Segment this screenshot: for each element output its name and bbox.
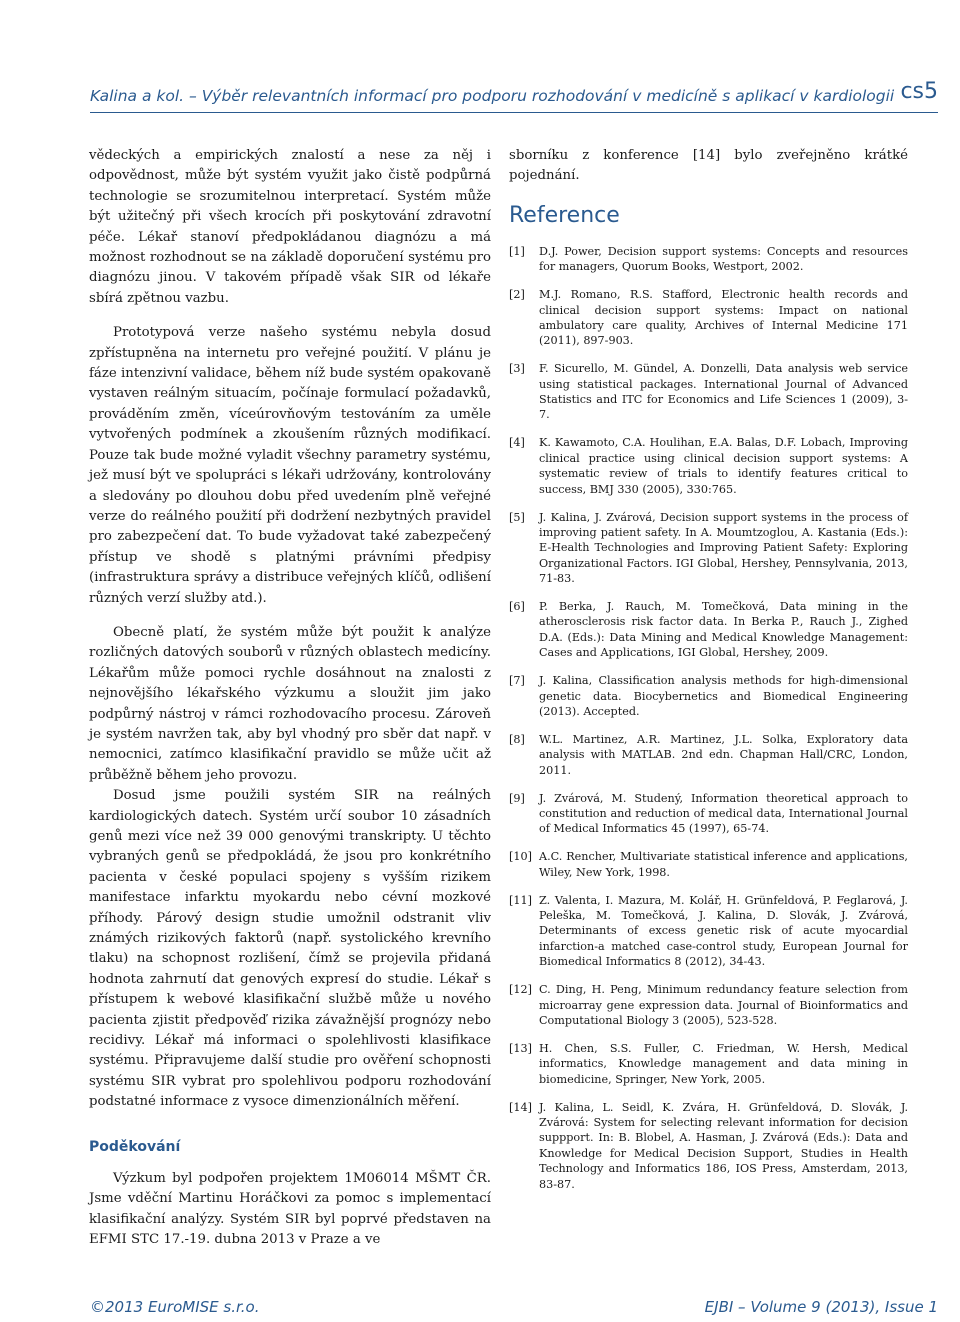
reference-number: [1] bbox=[509, 244, 525, 258]
reference-text: K. Kawamoto, C.A. Houlihan, E.A. Balas, D.F. Lobach, Improving clinical practice using clinical decision support systems: A systematic review of trials to identify features critical to success, BMJ 330 (2005), 330:765. bbox=[539, 436, 908, 496]
body-paragraph: vědeckých a empirických znalostí a nese za něj i odpovědnost, může být systém využit jako čistě podpůrná technologie se srozumitelnou interpretací. Systém může být užitečný při všech krocích při poskytování zdravotní péče. Lékař stanoví předpokládanou diagnózu a má možnost rozhodnout se na základě doporučení systému pro diagnózu jinou. V takovém případě však SIR od lékaře sbírá zpětnou vazbu. bbox=[89, 148, 491, 306]
footer-copyright: ©2013 EuroMISE s.r.o. bbox=[90, 1298, 260, 1316]
reference-number: [7] bbox=[509, 674, 525, 688]
reference-number: [6] bbox=[509, 600, 525, 614]
reference-number: [8] bbox=[509, 732, 525, 746]
reference-number: [12] bbox=[509, 983, 532, 997]
reference-item bbox=[509, 361, 908, 423]
reference-text: J. Kalina, J. Zvárová, Decision support systems in the process of improving patient safety. In A. Moumtzoglou, A. Kastania (Eds.): E-Health Technologies and Improving Patient Safety: Exploring Organizational Factors. IGI Global, Hershey, Pennsylvania, 2013, 71-83. bbox=[539, 510, 908, 586]
reference-text: P. Berka, J. Rauch, M. Tomečková, Data mining in the atherosclerosis risk factor data. In Berka P., Rauch J., Zighed D.A. (Eds.): Data Mining and Medical Knowledge Management: Cases and Applications, IGI Global, Hershey, 2009. bbox=[539, 600, 908, 660]
body-paragraph: Prototypová verze našeho systému nebyla dosud zpřístupněna na internetu pro veřejné použití. V plánu je fáze intenzivní validace, během níž bude systém opakovaně vystaven reálným situacím, počínaje formulací požadavků, prováděním změn, víceúrovňovým testováním za uměle vytvořených podmínek a zkoušením různých modifikací. Pouze tak bude možné vyladit všechny parametry systému, jež musí být ve spolupráci s lékaři udržovány, kontrolovány a sledovány po dlouhou dobu před uvedením plně veřejné verze do reálného použití při dodržení nezbytných pravidel pro zabezpečení dat. To bude vyžadovat také zabezpečený přístup ve shodě s platnými právními předpisy (infrastruktura správy a distribuce veřejných klíčů, odlišení různých verzí služby atd.). bbox=[89, 325, 491, 606]
reference-text: D.J. Power, Decision support systems: Concepts and resources for managers, Quorum Books, Westport, 2002. bbox=[539, 244, 908, 274]
reference-text: Z. Valenta, I. Mazura, M. Kolář, H. Grünfeldová, P. Feglarová, J. Peleška, M. Tomečková, J. Kalina, D. Slovák, J. Zvárová, Determinants of excess genetic risk of acute myocardial infarction-a matched case-control study, European Journal for Biomedical Informatics 8 (2012), 34-43. bbox=[539, 893, 908, 969]
reference-text: M.J. Romano, R.S. Stafford, Electronic health records and clinical decision support systems: Impact on national ambulatory care quality, Archives of Internal Medicine 171 (2011), 897-903. bbox=[539, 288, 908, 348]
reference-text: H. Chen, S.S. Fuller, C. Friedman, W. Hersh, Medical informatics, Knowledge management and data mining in biomedicine, Springer, New York, 2005. bbox=[539, 1041, 908, 1086]
reference-number: [2] bbox=[509, 288, 525, 302]
reference-item bbox=[509, 1041, 908, 1087]
continuation-paragraph: sborníku z konference [14] bylo zveřejněno krátké pojednání. bbox=[509, 148, 908, 184]
section-tag: cs5 bbox=[900, 79, 938, 104]
reference-text: J. Kalina, L. Seidl, K. Zvára, H. Grünfeldová, D. Slovák, J. Zvárová: System for selecting relevant information for decision suppport. In: B. Blobel, A. Hasman, J. Zvárová (Eds.): Data and Knowledge for Medical Decision Support, Studies in Health Technology and Informatics 186, IOS Press, Amsterdam, 2013, 83-87. bbox=[539, 1100, 908, 1191]
reference-text: J. Zvárová, M. Studený, Information theoretical approach to constitution and reduction of medical data, International Journal of Medical Informatics 45 (1997), 65-74. bbox=[539, 791, 908, 836]
body-paragraph: Obecně platí, že systém může být použit k analýze rozličných datových souborů v různých oblastech medicíny. Lékařům může pomoci rychle dosáhnout na znalosti z nejnovějšího lékařského výzkumu a sloužit jim jako podpůrný nástroj v rámci rozhodovacího procesu. Zároveň je systém navržen tak, aby byl vhodný pro sběr dat např. v nemocnici, zatímco klasifikační pravidlo se může učit až průběžně během jeho provozu. bbox=[89, 624, 491, 783]
reference-item bbox=[509, 849, 908, 880]
acknowledgement-text: Výzkum byl podpořen projektem 1M06014 MŠMT ČR. Jsme vděční Martinu Horáčkovi za pomoc s implementací klasifikační analýzy. Systém SIR byl poprvé představen na EFMI STC 17.-19. dubna 2013 v Praze a ve bbox=[89, 1170, 491, 1247]
reference-text: C. Ding, H. Peng, Minimum redundancy feature selection from microarray gene expression data. Journal of Bioinformatics and Computational Biology 3 (2005), 523-528. bbox=[539, 983, 908, 1027]
body-paragraph: Dosud jsme použili systém SIR na reálných kardiologických datech. Systém určí soubor 10 zásadních genů mezi více než 39 000 genovými transkripty. U těchto vybraných genů se předpokládá, že jsou pro konkrétního pacienta v české populaci spojeny s vyšším rizikem manifestace infarktu myokardu nebo cévní mozkové příhody. Párový design studie umožnil odstranit vliv známých rizikových faktorů (např. systolického krevního tlaku) na schopnost rozlišení, čímž se projevila přidaná hodnota zahrnutí dat genových expresí do studie. Lékař s přístupem k webové klasifikační službě může u nového pacienta zjistit předpověď rizika závažnější prognózy nebo recidivy. Lékař má informaci o spolehlivosti klasifikace systému. Připravujeme další studie pro ověření schopnosti systému SIR vybrat pro spolehlivou podporu rozhodování podstatné informace z vysoce dimenzionálních měření. bbox=[89, 788, 491, 1110]
reference-text: W.L. Martinez, A.R. Martinez, J.L. Solka, Exploratory data analysis with MATLAB. 2nd edn. Chapman Hall/CRC, London, 2011. bbox=[539, 732, 908, 777]
reference-item bbox=[509, 893, 908, 970]
reference-item bbox=[509, 287, 908, 349]
reference-text: F. Sicurello, M. Gündel, A. Donzelli, Data analysis web service using statistical packages. International Journal of Advanced Statistics and ITC for Economics and Life Sciences 1 (2009), 3-7. bbox=[539, 362, 908, 422]
reference-item bbox=[509, 732, 908, 778]
reference-number: [10] bbox=[509, 850, 532, 864]
left-column bbox=[89, 146, 491, 1250]
reference-item bbox=[509, 599, 908, 661]
reference-item bbox=[509, 791, 908, 837]
right-column bbox=[509, 146, 908, 1205]
reference-number: [13] bbox=[509, 1041, 532, 1055]
reference-text: J. Kalina, Classification analysis methods for high-dimensional genetic data. Biocybernetics and Biomedical Engineering (2013). Accepted. bbox=[539, 674, 908, 718]
reference-item bbox=[509, 673, 908, 719]
footer-journal: EJBI – Volume 9 (2013), Issue 1 bbox=[704, 1298, 938, 1316]
reference-item bbox=[509, 435, 908, 497]
reference-list bbox=[509, 244, 908, 1192]
references-heading: Reference bbox=[509, 202, 620, 228]
reference-text: A.C. Rencher, Multivariate statistical inference and applications, Wiley, New York, 1998. bbox=[539, 850, 908, 879]
reference-number: [11] bbox=[509, 893, 532, 907]
reference-item bbox=[509, 1100, 908, 1192]
running-title: Kalina a kol. – Výběr relevantních informací pro podporu rozhodování v medicíně s aplikací v kardiologii bbox=[90, 87, 895, 105]
reference-item bbox=[509, 244, 908, 275]
reference-item bbox=[509, 982, 908, 1028]
running-header bbox=[90, 78, 938, 113]
reference-number: [3] bbox=[509, 362, 525, 376]
reference-number: [5] bbox=[509, 510, 525, 524]
reference-item bbox=[509, 510, 908, 587]
reference-number: [14] bbox=[509, 1100, 532, 1114]
reference-number: [9] bbox=[509, 791, 525, 805]
reference-number: [4] bbox=[509, 436, 525, 450]
acknowledgement-heading: Poděkování bbox=[89, 1138, 181, 1155]
